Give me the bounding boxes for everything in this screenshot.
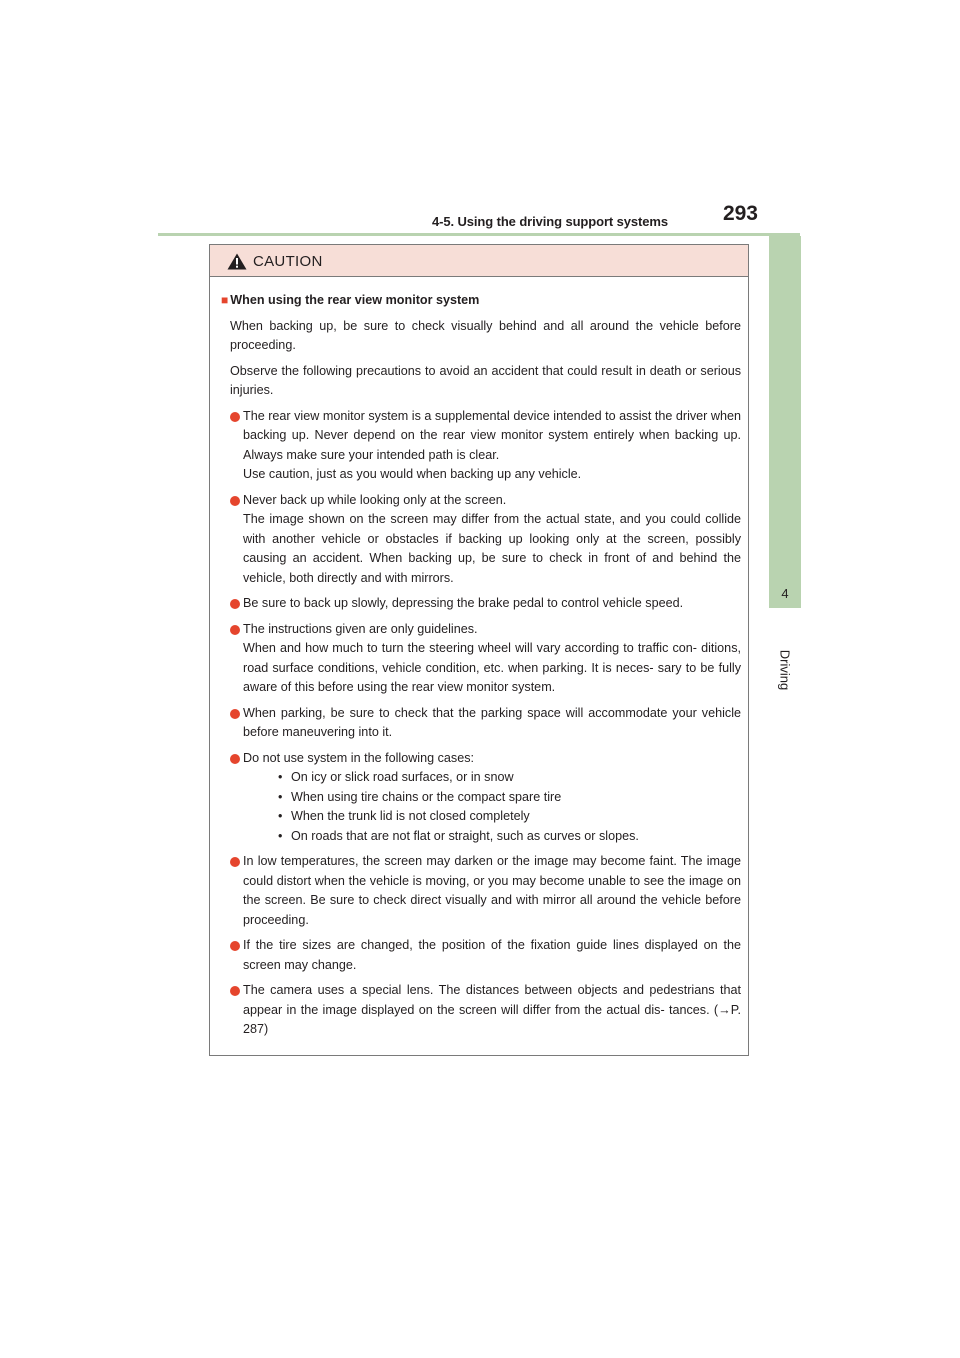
red-dot-bullet-icon (230, 754, 240, 764)
chapter-number: 4 (781, 586, 789, 601)
sub-list-item: • On icy or slick road surfaces, or in snow (278, 768, 741, 788)
bullet-text: Never back up while looking only at the screen. (243, 492, 507, 507)
bullet-text: The image shown on the screen may differ from the actual state, and you could collide with another vehicle or obstacles if backing up looking only at the screen, possibly causing an accident. When backing up, be sure to check in front of and behind the vehicle, both directly and with mirrors. (243, 512, 741, 585)
red-dot-bullet-icon (230, 941, 240, 951)
red-dot-bullet-icon (230, 599, 240, 609)
chapter-label-container (770, 640, 800, 700)
red-dot-bullet-icon (230, 412, 240, 422)
bullet-text: If the tire sizes are changed, the position of the fixation guide lines displayed on the screen may change. (243, 938, 741, 972)
red-dot-bullet-icon (230, 625, 240, 635)
bullet-text: Use caution, just as you would when backing up any vehicle. (243, 467, 582, 481)
intro-paragraph: When backing up, be sure to check visually behind and all around the vehicle before proceeding. (230, 318, 741, 352)
red-dot-bullet-icon (230, 709, 240, 719)
sub-list-item: • When the trunk lid is not closed completely (278, 807, 741, 827)
bullet-text: The camera uses a special lens. The distances between objects and pedestrians that appear in the image displayed on the screen will differ from the actual dis- tances. (→P. 287) (243, 983, 741, 1036)
red-dot-bullet-icon (230, 496, 240, 506)
caution-header (210, 245, 748, 277)
bullet-text: The rear view monitor system is a supplemental device intended to assist the driver when backing up. Never depend on the rear view monitor system entirely when backing up. Always make sure your intended path is clear. (243, 408, 741, 462)
bullet-text: Do not use system in the following cases: (243, 750, 474, 765)
chapter-tab (769, 236, 801, 608)
sub-list-item: • When using tire chains or the compact spare tire (278, 788, 741, 808)
bullet-item (221, 852, 741, 930)
bullet-text: Be sure to back up slowly, depressing the brake pedal to control vehicle speed. (243, 596, 684, 610)
caution-box (209, 244, 749, 1056)
bullet-list (221, 407, 741, 1040)
red-square-icon: ■ (221, 293, 229, 307)
bullet-item (221, 704, 741, 743)
red-dot-bullet-icon (230, 986, 240, 996)
caution-subheading (221, 291, 741, 311)
page-number: 293 (722, 202, 758, 225)
header-rule (158, 233, 800, 236)
caution-subheading-text: When using the rear view monitor system (230, 293, 480, 307)
page-header (158, 202, 800, 232)
bullet-item (221, 594, 741, 614)
bullet-item (221, 620, 741, 698)
caution-body (210, 277, 748, 1040)
bullet-text: The instructions given are only guidelines. (243, 621, 478, 636)
sub-list-item: • On roads that are not flat or straight, such as curves or slopes. (278, 827, 741, 847)
bullet-item (221, 936, 741, 975)
bullet-text: When parking, be sure to check that the parking space will accommodate your vehicle before maneuvering into it. (243, 705, 741, 739)
bullet-item (221, 491, 741, 589)
caution-title: CAUTION (253, 253, 323, 270)
bullet-item (221, 981, 741, 1040)
chapter-label: Driving (777, 649, 793, 691)
red-dot-bullet-icon (230, 857, 240, 867)
bullet-item (221, 749, 741, 847)
warning-triangle-icon (227, 253, 247, 270)
bullet-text: When and how much to turn the steering wheel will vary according to traffic con- ditions, road surface conditions, vehicle condition, etc. when parking. It is neces- sary to be fully aware of this before using the rear view monitor system. (243, 641, 741, 694)
sub-list (243, 768, 741, 846)
bullet-item (221, 407, 741, 485)
section-title: 4-5. Using the driving support systems (431, 214, 668, 229)
bullet-text: In low temperatures, the screen may darken or the image may become faint. The image could distort when the vehicle is moving, or you may become unable to see the image on the screen. Be sure to check direct visually and with mirror all around the vehicle before proceeding. (243, 854, 741, 927)
intro-paragraph: Observe the following precautions to avoid an accident that could result in death or serious injuries. (230, 363, 741, 397)
